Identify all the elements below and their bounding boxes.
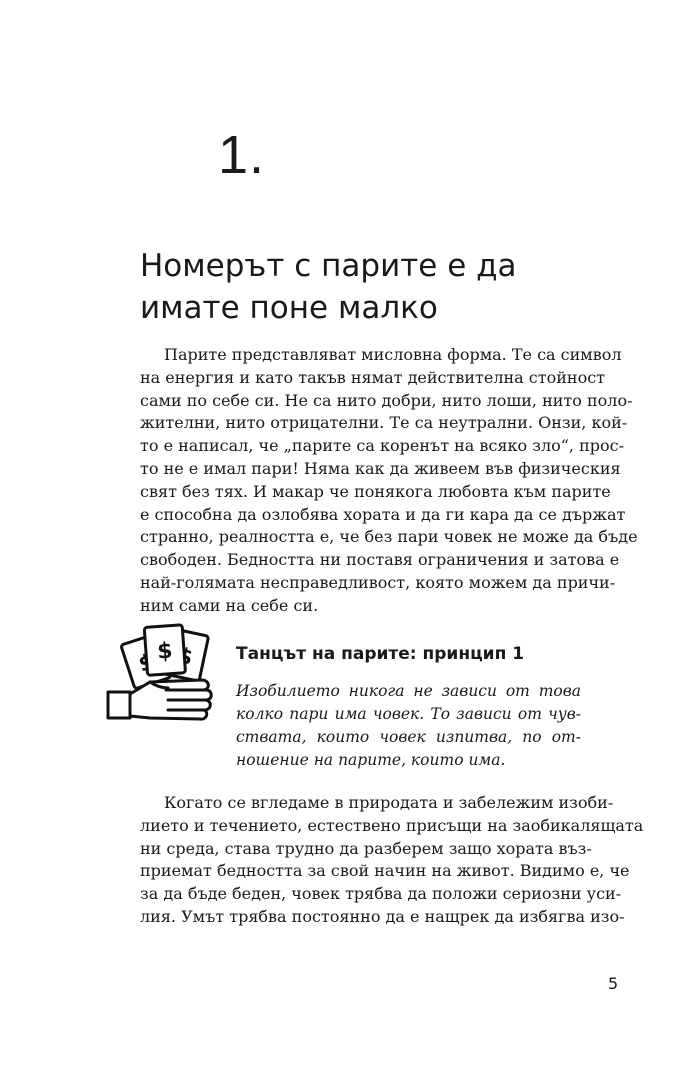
page-number: 5 [608,974,619,993]
text-line: жителни, нито отрицателни. Те са неутрални. Онзи, кой- [140,413,628,433]
hand-holding-money-icon [106,618,226,728]
text-line: лия. Умът трябва постоянно да е нащрек да избягва изо- [140,906,625,926]
chapter-title-line: имате поне малко [140,290,438,326]
text-line: ни среда, става трудно да разберем защо хората въз- [140,838,592,858]
svg-text:$: $ [156,638,174,665]
text-line: то не е имал пари! Няма как да живеем във физическия [140,458,621,478]
principle-heading: Танцът на парите: принцип 1 [236,644,525,664]
text-line: сами по себе си. Не са нито добри, нито лоши, нито поло- [140,390,633,410]
text-line: за да бъде беден, човек трябва да положи сериозни уси- [140,884,622,904]
text-line: най-голямата несправедливост, която можем да причи- [140,572,616,592]
text-line: Когато се вгледаме в природата и забележим изоби- [164,793,614,812]
text-line: Парите представляват мисловна форма. Те са символ [164,345,622,364]
paragraph-2 [140,792,644,929]
text-line: приемат бедността за свой начин на живот. Видимо е, че [140,861,630,881]
principle-line: Изобилието никога не зависи от това [236,682,581,700]
principle-line: ношение на парите, които има. [236,751,506,769]
text-line: лието и течението, естествено присъщи на заобикалящата [140,815,644,835]
text-line: е способна да озлобява хората и да ги кара да се държат [140,504,626,524]
text-line: странно, реалността е, че без пари човек не може да бъде [140,527,638,547]
chapter-title-line: Номерът с парите е да [140,248,517,284]
text-line: свободен. Бедността ни поставя ограничения и затова е [140,550,620,570]
chapter-title [140,245,580,329]
chapter-number: 1. [218,125,266,185]
paragraph-1 [140,344,638,618]
principle-line: колко пари има човек. То зависи от чув- [236,705,581,723]
principle-text [236,680,581,772]
text-line: то е написал, че „парите са коренът на всяко зло“, прос- [140,436,624,456]
text-line: свят без тях. И макар че понякога любовта към парите [140,481,611,501]
text-line: на енергия и като такъв нямат действителна стойност [140,367,606,387]
principle-line: ствата, които човек изпитва, по от- [236,728,581,746]
text-line: ним сами на себе си. [140,595,319,615]
